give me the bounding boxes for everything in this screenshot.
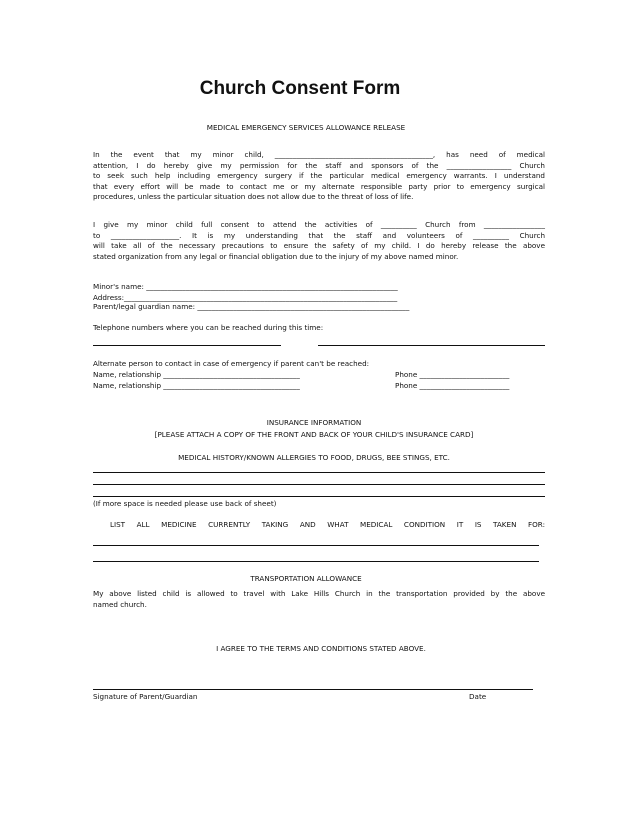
- paragraph-line: attention, I do hereby give my permission for the staff and sponsors of the __________________ Church: [93, 160, 545, 170]
- alternate-phone-field-1[interactable]: Phone _________________________: [395, 370, 510, 379]
- signature-line[interactable]: [93, 689, 533, 690]
- form-title: Church Consent Form: [199, 78, 401, 99]
- medicine-heading: [110, 520, 545, 531]
- date-label: Date: [469, 692, 487, 701]
- paragraph-line: will take all of the necessary precautions to ensure the safety of my child. I do hereby release the above: [93, 241, 545, 251]
- more-space-note: (If more space is needed please use back of sheet): [93, 499, 277, 508]
- paragraph-line: In the event that my minor child, ____________________________________________, has need of medical: [93, 150, 545, 159]
- paragraph-line: procedures, unless the particular situation does not allow due to the threat of loss of life.: [93, 192, 414, 202]
- telephone-label: Telephone numbers where you can be reached during this time:: [93, 323, 324, 332]
- alternate-name-field-1[interactable]: Name, relationship ______________________________________: [93, 370, 300, 379]
- telephone-line-2[interactable]: [318, 345, 545, 346]
- medicine-line-2[interactable]: [93, 561, 539, 562]
- paragraph-line: My above listed child is allowed to travel with Lake Hills Church in the transportation provided by the above: [93, 589, 545, 598]
- activity-consent-paragraph: [93, 220, 545, 262]
- form-subtitle: MEDICAL EMERGENCY SERVICES ALLOWANCE RELEASE: [206, 123, 406, 132]
- address-field[interactable]: Address:____________________________________________________________________________: [93, 293, 398, 302]
- insurance-note: [PLEASE ATTACH A COPY OF THE FRONT AND BACK OF YOUR CHILD'S INSURANCE CARD]: [154, 430, 474, 439]
- paragraph-line: I give my minor child full consent to attend the activities of __________ Church from _________________: [93, 220, 545, 229]
- paragraph-line: that every effort will be made to contact me or my alternate responsible party prior to emergency surgical: [93, 181, 545, 191]
- insurance-heading: INSURANCE INFORMATION: [266, 418, 362, 427]
- paragraph-line: to ___________________. It is my understanding that the staff and volunteers of __________ Church: [93, 230, 545, 240]
- emergency-permission-paragraph: [93, 150, 545, 203]
- alternate-phone-field-2[interactable]: Phone _________________________: [395, 381, 510, 390]
- medical-history-heading: MEDICAL HISTORY/KNOWN ALLERGIES TO FOOD, DRUGS, BEE STINGS, ETC.: [178, 453, 450, 462]
- alternate-contact-label: Alternate person to contact in case of emergency if parent can't be reached:: [93, 359, 370, 368]
- paragraph-line: stated organization from any legal or financial obligation due to the injury of my above named minor.: [93, 251, 459, 261]
- medical-history-line-1[interactable]: [93, 472, 545, 473]
- telephone-line-1[interactable]: [93, 345, 281, 346]
- transportation-paragraph: [93, 589, 545, 610]
- paragraph-line: to seek such help including emergency surgery if the particular medical emergency warrants. I understand: [93, 171, 545, 181]
- medical-history-line-3[interactable]: [93, 496, 545, 497]
- medical-history-line-2[interactable]: [93, 484, 545, 485]
- medicine-line-1[interactable]: [93, 545, 539, 546]
- medicine-heading-text: LIST ALL MEDICINE CURRENTLY TAKING AND WHAT MEDICAL CONDITION IT IS TAKEN FOR:: [110, 520, 545, 529]
- agreement-statement: I AGREE TO THE TERMS AND CONDITIONS STATED ABOVE.: [216, 644, 426, 653]
- transportation-heading: TRANSPORTATION ALLOWANCE: [250, 574, 362, 583]
- guardian-name-field[interactable]: Parent/legal guardian name: ___________________________________________________________: [93, 302, 410, 311]
- minor-name-field[interactable]: Minor's name: ______________________________________________________________________: [93, 282, 398, 291]
- paragraph-line: named church.: [93, 599, 147, 609]
- signature-label: Signature of Parent/Guardian: [93, 692, 198, 701]
- alternate-name-field-2[interactable]: Name, relationship ______________________________________: [93, 381, 300, 390]
